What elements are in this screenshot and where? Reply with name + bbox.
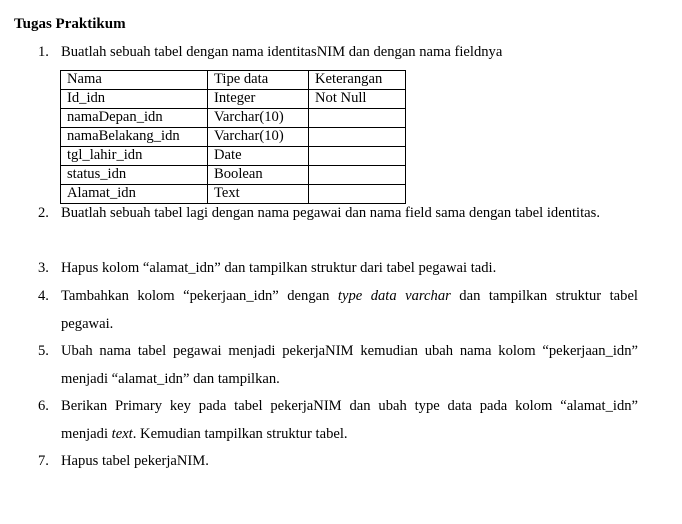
task-5-line-2: “pekerjaan_idn” menjadi “alamat_idn” dan tampilkan. [61,343,639,387]
table-row [61,128,406,147]
heading: Tugas Praktikum [14,16,126,32]
cell-nama: Alamat_idn [61,185,208,204]
task-2 [38,199,638,227]
task-7 [38,447,638,475]
task-4-line-1a: Tambahkan kolom “pekerjaan_idn” dengan [61,288,338,304]
cell-keterangan [309,166,406,185]
table-header-row [61,71,406,90]
task-5-text [61,337,638,393]
cell-tipe: Boolean [208,166,309,185]
task-3-number: 3. [38,260,49,276]
task-6-text [61,392,638,448]
task-7-number: 7. [38,453,49,469]
header-keterangan: Keterangan [309,71,406,90]
cell-nama: namaDepan_idn [61,109,208,128]
cell-tipe: Date [208,147,309,166]
cell-nama: tgl_lahir_idn [61,147,208,166]
cell-keterangan [309,128,406,147]
cell-keterangan [309,147,406,166]
task-6-line-2a: “alamat_idn” menjadi [61,398,639,442]
task-6-number: 6. [38,398,49,414]
table-row [61,166,406,185]
task-2-number: 2. [38,205,49,221]
task-1-number: 1. [38,44,49,60]
task-6-line-1: Berikan Primary key pada tabel pekerjaNIM dan ubah type data pada kolom [61,398,553,414]
task-5 [38,337,638,393]
task-6-line-2b: . Kemudian tampilkan struktur tabel. [132,426,348,442]
table-row [61,109,406,128]
task-2-line-2: identitas. [546,205,600,221]
task-4-line-1b: dan tampilkan struktur [450,288,602,304]
task-6 [38,392,638,448]
cell-tipe: Integer [208,90,309,109]
task-4-number: 4. [38,288,49,304]
field-table [60,70,406,204]
cell-nama: status_idn [61,166,208,185]
task-7-text: Hapus tabel pekerjaNIM. [61,453,209,469]
table-row [61,90,406,109]
cell-keterangan [309,109,406,128]
cell-nama: Id_idn [61,90,208,109]
table-row [61,147,406,166]
cell-tipe: Varchar(10) [208,109,309,128]
header-tipe-data: Tipe data [208,71,309,90]
task-2-line-1: Buatlah sebuah tabel lagi dengan nama pegawai dan nama field sama dengan tabel [61,205,544,221]
cell-nama: namaBelakang_idn [61,128,208,147]
task-3 [38,254,638,282]
task-4 [38,282,638,338]
task-4-line-2: tabel pegawai. [61,288,638,332]
cell-keterangan: Not Null [309,90,406,109]
task-4-text [61,282,638,338]
task-2-text [61,199,638,227]
cell-tipe: Varchar(10) [208,128,309,147]
task-3-text: Hapus kolom “alamat_idn” dan tampilkan struktur dari tabel pegawai tadi. [61,260,497,276]
task-1 [38,38,638,66]
task-5-number: 5. [38,343,49,359]
task-6-emphasis: text [111,426,133,442]
task-4-emphasis: type data varchar [337,288,451,304]
cell-tipe: Text [208,185,309,204]
task-1-text: Buatlah sebuah tabel dengan nama identitasNIM dan dengan nama fieldnya [61,44,503,60]
task-5-line-1: Ubah nama tabel pegawai menjadi pekerjaNIM kemudian ubah nama kolom [61,343,536,359]
header-nama: Nama [61,71,208,90]
